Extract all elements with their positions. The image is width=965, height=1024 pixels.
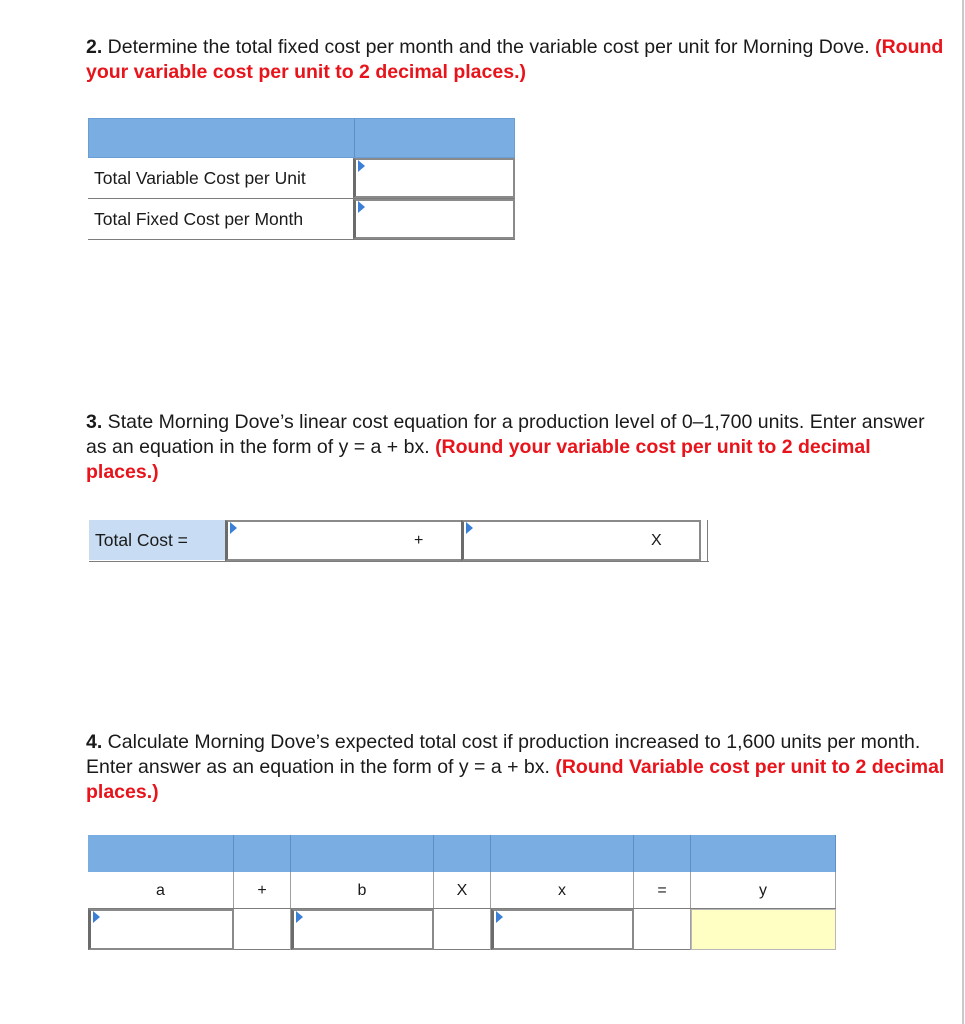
fixed-cost-label: Total Fixed Cost per Month xyxy=(94,209,304,229)
equation-end-rule xyxy=(707,520,708,561)
question-4-text: Calculate Morning Dove’s expected total cost if production increased to 1,600 units per month. Enter answer as an equation in the form of y = a + bx. xyxy=(86,731,921,778)
total-cost-label: Total Cost = xyxy=(89,520,225,560)
column-label-equals: = xyxy=(634,872,691,908)
cost-equation xyxy=(89,520,709,562)
variable-cost-b-input[interactable] xyxy=(461,520,701,561)
equation-inputs-row xyxy=(88,909,836,950)
column-label-y: y xyxy=(691,872,836,908)
question-3-prompt xyxy=(86,410,946,485)
table-row xyxy=(88,199,515,240)
question-2-rounding-note: (Round your variable cost per unit to 2 decimal places.) xyxy=(86,36,944,83)
question-2-number: 2. xyxy=(86,36,103,58)
table-row xyxy=(88,158,515,199)
question-3-number: 3. xyxy=(86,411,103,433)
question-4-number: 4. xyxy=(86,731,103,753)
expected-cost-table-header xyxy=(88,835,836,872)
question-2-text: Determine the total fixed cost per month and the variable cost per unit for Morning Dove. xyxy=(102,36,876,58)
expected-cost-table xyxy=(88,835,836,950)
question-2-prompt xyxy=(86,35,946,85)
cost-table-header xyxy=(88,118,515,158)
variable-cost-label: Total Variable Cost per Unit xyxy=(94,168,306,188)
column-labels-row xyxy=(88,872,836,909)
page-right-border xyxy=(962,0,964,1024)
cost-table xyxy=(88,118,515,240)
column-label-times: X xyxy=(434,872,491,908)
fixed-cost-a-input[interactable] xyxy=(225,520,464,561)
fixed-cost-input[interactable] xyxy=(353,199,515,239)
question-4-rounding-note: (Round Variable cost per unit to 2 decimal places.) xyxy=(86,756,945,803)
column-label-x: x xyxy=(491,872,634,908)
times-cell xyxy=(434,909,491,950)
y-result-cell xyxy=(691,909,836,950)
plus-cell xyxy=(234,909,291,950)
a-input[interactable] xyxy=(88,909,234,950)
question-3-text: State Morning Dove’s linear cost equation for a production level of 0–1,700 units. Enter answer as an equation in the form of y = a + bx. xyxy=(86,411,925,458)
column-label-a: a xyxy=(88,872,234,908)
question-3-rounding-note: (Round your variable cost per unit to 2 decimal places.) xyxy=(86,436,871,483)
b-input[interactable] xyxy=(291,909,434,950)
question-4-prompt xyxy=(86,730,946,805)
column-label-b: b xyxy=(291,872,434,908)
x-variable: X xyxy=(651,532,662,549)
equals-cell xyxy=(634,909,691,950)
x-input[interactable] xyxy=(491,909,634,950)
variable-cost-input[interactable] xyxy=(353,158,515,198)
plus-sign: + xyxy=(414,532,424,549)
column-label-plus: + xyxy=(234,872,291,908)
